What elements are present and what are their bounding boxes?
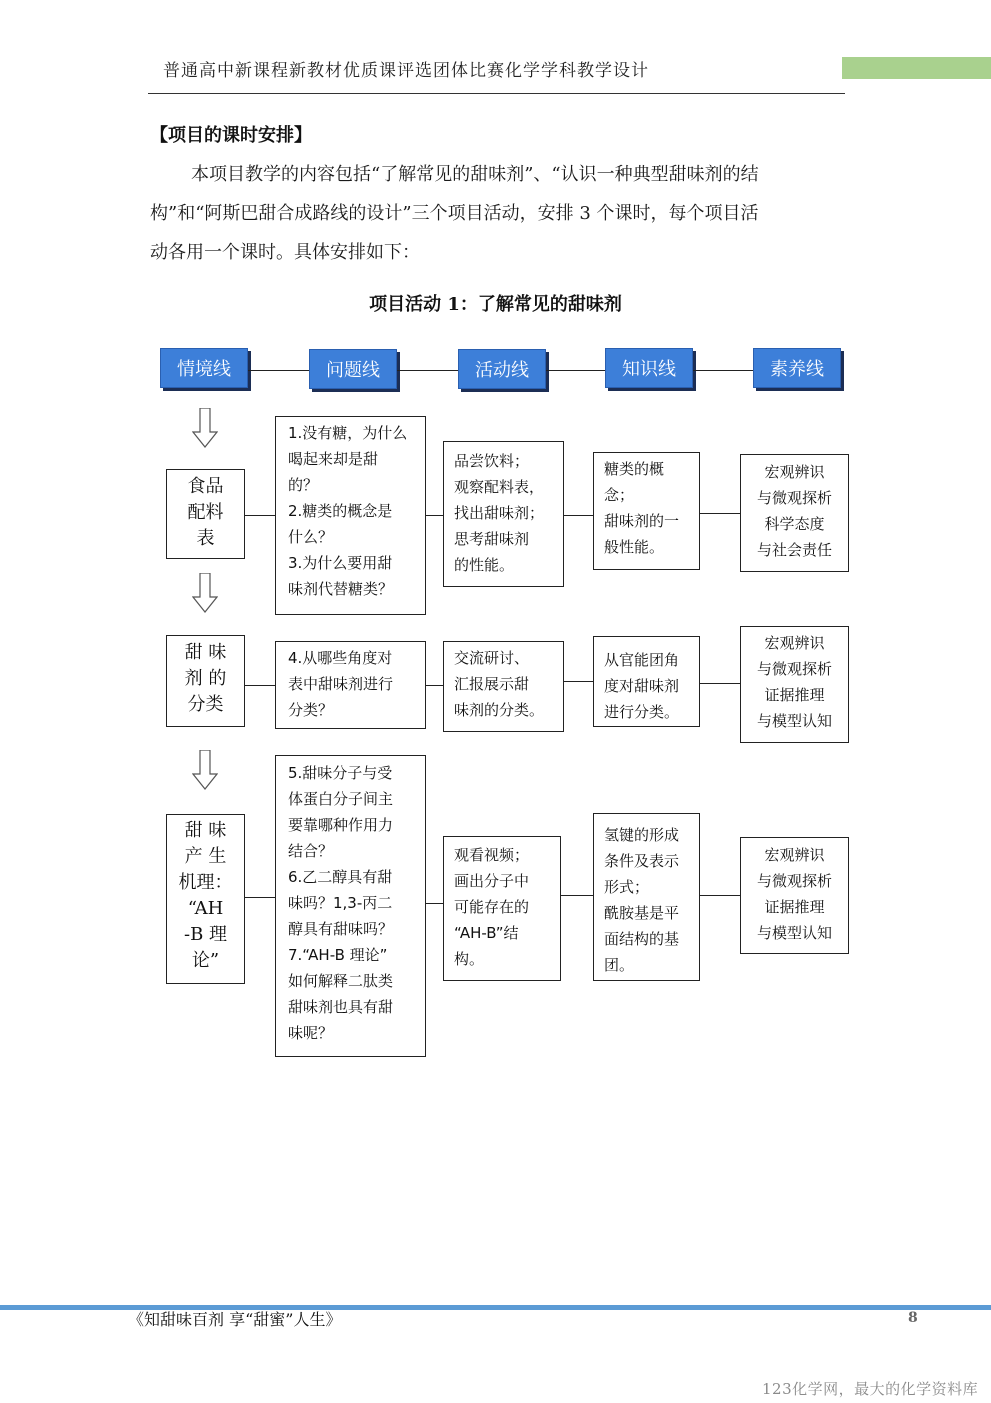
question-box: 4.从哪些角度对 表中甜味剂进行 分类？: [275, 641, 426, 729]
down-arrow-icon: [192, 408, 218, 448]
column-header-situation: 情境线: [160, 348, 248, 388]
row-connector: [564, 515, 593, 516]
row-connector: [426, 515, 443, 516]
column-header-activities: 活动线: [458, 349, 546, 389]
activity-box: 观看视频； 画出分子中 可能存在的 “AH-B”结 构。: [443, 836, 561, 981]
row-connector: [561, 895, 593, 896]
literacy-box: 宏观辨识 与微观探析 科学态度 与社会责任: [740, 454, 849, 572]
knowledge-box: 氢键的形成 条件及表示 形式； 酰胺基是平 面结构的基 团。: [593, 813, 700, 981]
figure-title: 项目活动 1：了解常见的甜味剂: [369, 294, 622, 315]
down-arrow-icon: [192, 750, 218, 790]
section-heading: 【项目的课时安排】: [150, 125, 312, 146]
activity-box: 交流研讨、 汇报展示甜 味剂的分类。: [443, 641, 564, 732]
page-header-title: 普通高中新课程新教材优质课评选团体比赛化学学科教学设计: [163, 61, 649, 81]
column-header-knowledge: 知识线: [605, 348, 693, 388]
footer-title: 《知甜味百剂 享“甜蜜”人生》: [128, 1310, 342, 1329]
activity-box: 品尝饮料； 观察配料表， 找出甜味剂； 思考甜味剂 的性能。: [443, 441, 564, 587]
literacy-box: 宏观辨识 与微观探析 证据推理 与模型认知: [740, 837, 849, 954]
row-connector: [426, 685, 443, 686]
header-accent-bar: [842, 57, 991, 79]
header-divider: [148, 93, 845, 94]
row-connector: [245, 515, 275, 516]
situation-box: 食品 配料 表: [166, 469, 245, 559]
row-connector: [426, 903, 443, 904]
row-connector: [564, 681, 593, 682]
header-connector: [397, 370, 458, 371]
situation-box: 甜 味 剂 的 分类: [166, 635, 245, 727]
row-connector: [700, 513, 740, 514]
intro-line-2: 构”和“阿斯巴甜合成路线的设计”三个项目活动，安排 3 个课时，每个项目活: [150, 203, 759, 224]
situation-box: 甜 味 产 生 机理： “AH -B 理 论”: [166, 814, 245, 984]
row-connector: [700, 895, 740, 896]
row-connector: [245, 685, 275, 686]
literacy-box: 宏观辨识 与微观探析 证据推理 与模型认知: [740, 626, 849, 743]
header-connector: [693, 370, 753, 371]
down-arrow-icon: [192, 573, 218, 613]
page-number: 8: [908, 1310, 918, 1326]
knowledge-box: 糖类的概 念； 甜味剂的一 般性能。: [593, 452, 700, 570]
column-header-literacy: 素养线: [753, 348, 841, 388]
row-connector: [245, 897, 275, 898]
question-box: 5.甜味分子与受 体蛋白分子间主 要靠哪种作用力 结合？ 6.乙二醇具有甜 味吗？1,3-丙二 醇具有甜味吗？ 7.“AH-B 理论” 如何解释二肽类 甜味剂也具有甜 味呢？: [275, 755, 426, 1057]
header-connector: [248, 370, 309, 371]
watermark-text: 123化学网，最大的化学资料库: [762, 1380, 979, 1398]
knowledge-box: 从官能团角 度对甜味剂 进行分类。: [593, 636, 700, 727]
intro-line-3: 动各用一个课时。具体安排如下：: [150, 242, 420, 263]
column-header-questions: 问题线: [309, 349, 397, 389]
header-connector: [546, 370, 605, 371]
question-box: 1.没有糖，为什么 喝起来却是甜 的？ 2.糖类的概念是 什么？ 3.为什么要用甜 味剂代替糖类？: [275, 416, 426, 615]
row-connector: [700, 683, 740, 684]
intro-line-1: 本项目教学的内容包括“了解常见的甜味剂”、“认识一种典型甜味剂的结: [191, 164, 759, 185]
